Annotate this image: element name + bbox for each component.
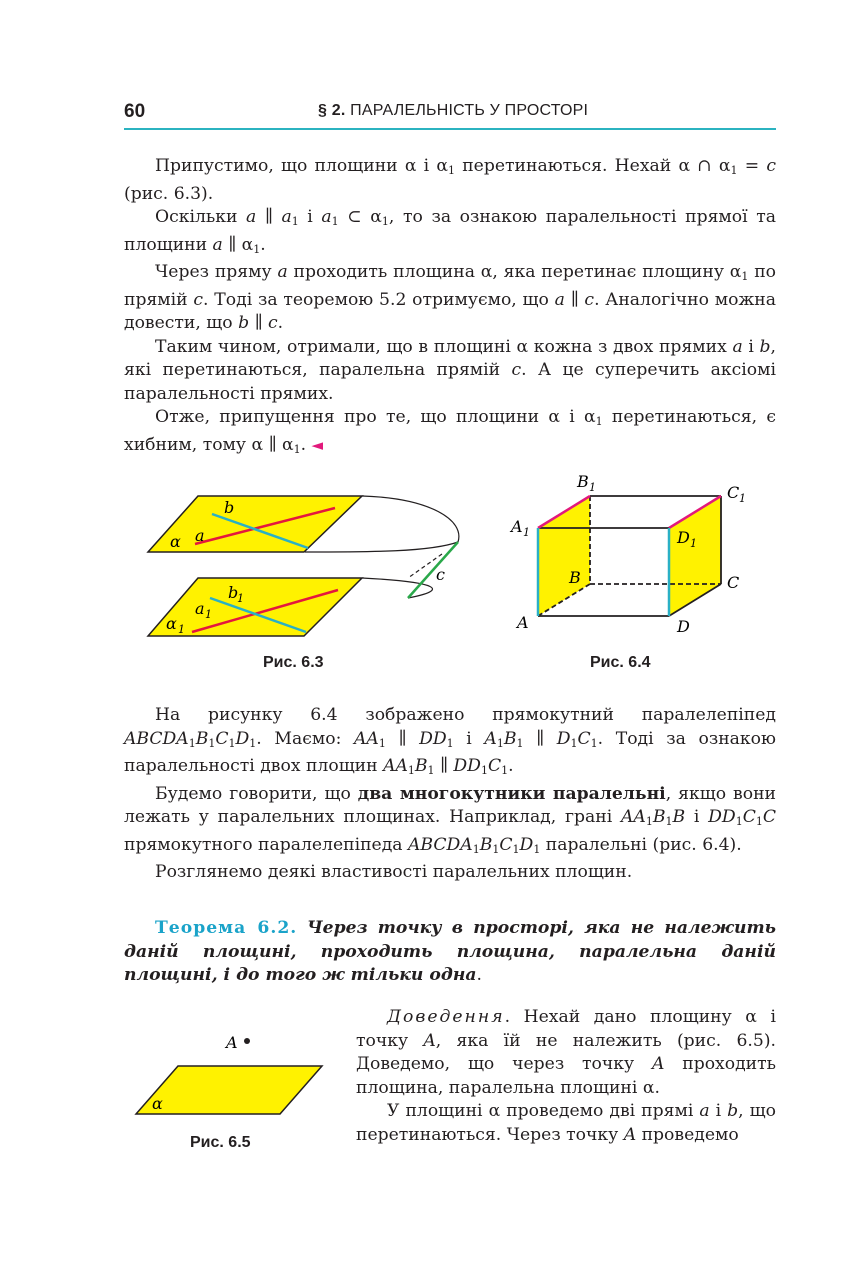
arc-upper — [362, 496, 459, 542]
label-D1-sub: 1 — [690, 537, 697, 550]
label-b1: b — [228, 583, 239, 602]
figure-6-4 — [505, 472, 765, 642]
proof-block — [356, 1006, 776, 1147]
label-A: A — [517, 613, 529, 632]
theorem-6-2: Теорема 6.2. Через точку в просторі, яка не належить даній площині, проходить площина, паралельна даній площині, і до того ж тільки одна. — [124, 918, 777, 985]
label-a: a — [195, 526, 205, 545]
paragraph-1: Припустимо, що площини α і $\alpha_1$ перетинаються. Нехай α ∩ $\alpha_1 = c$ (рис. 6.3). — [124, 156, 776, 204]
label-a1: a — [195, 599, 205, 618]
label-alpha1-sub: 1 — [178, 623, 185, 636]
header-rule — [124, 128, 776, 130]
label-c: c — [436, 565, 445, 584]
text-block-top — [124, 155, 776, 461]
section-mark: § 2. — [318, 102, 346, 119]
label-A1: A — [511, 517, 523, 536]
paragraph-6: На рисунку 6.4 зображено прямокутний паралелепіпед $ABCDA_1B_1C_1D_1$. Маємо: $AA_1$ ∥ $DD_1$ і $A_1B_1$ ∥ $D_1C_1$. Тоді за ознакою паралельності двох площин $AA_1B_1$ ∥ $DD_1C_1$. — [124, 705, 776, 777]
label-C1-sub: 1 — [739, 492, 746, 505]
point-A — [244, 1038, 250, 1044]
face-left — [538, 496, 590, 616]
label-C1: C — [727, 483, 740, 502]
label-C: C — [727, 573, 740, 592]
plane-alpha — [136, 1066, 322, 1114]
paragraph-2: Оскільки a ∥ $a_1$ і $a_1$ ⊂ $\alpha_1$, то за ознакою паралельності прямої та площини a ∥ $\alpha_1$. — [124, 207, 776, 256]
proof-end-icon: ◄ — [311, 435, 324, 454]
label-B: B — [569, 568, 581, 587]
label-D1: D — [677, 528, 690, 547]
text-block-middle — [124, 704, 776, 885]
caption-fig-6-3: Рис. 6.3 — [263, 654, 324, 671]
label-A1-sub: 1 — [523, 526, 530, 539]
paragraph-7: Будемо говорити, що два многокутники паралельні, якщо вони лежать у паралельних площинах. Наприклад, грані $AA_1B_1B$ і $DD_1C_1C$ прямокутного паралелепіпеда $ABCDA_1B_1C_1D_1$ паралельні (рис. 6.4). — [124, 783, 776, 856]
figure-6-5 — [130, 1030, 330, 1120]
face-right — [669, 496, 721, 616]
label-b: b — [224, 498, 235, 517]
caption-fig-6-4: Рис. 6.4 — [590, 654, 651, 671]
figure-6-3 — [140, 490, 470, 650]
caption-fig-6-5: Рис. 6.5 — [190, 1134, 251, 1151]
paragraph-8: Розглянемо деякі властивості паралельних площин. — [155, 862, 633, 882]
paragraph-5: Отже, припущення про те, що площини α і $\alpha_1$ перетинаються, є хибним, тому α ∥ $\alpha_1$. ◄ — [124, 407, 776, 456]
proof-paragraph-1: Доведення. Нехай дано площину α і точку A, яка їй не належить (рис. 6.5). Доведемо, що через точку A проходить площина, паралельна площині α. — [356, 1007, 776, 1098]
paragraph-3: Через пряму a проходить площина α, яка перетинає площину $\alpha_1$ по прямій c. Тоді за теоремою 5.2 отримуємо, що a ∥ c. Аналогічно можна довести, що b ∥ c. — [124, 262, 776, 333]
label-alpha: α — [152, 1094, 163, 1113]
label-D: D — [677, 617, 690, 636]
theorem-block — [124, 917, 776, 988]
proof-paragraph-2: У площині α проведемо дві прямі a і b, що перетинаються. Через точку A проведемо — [356, 1101, 776, 1145]
arc-middle — [305, 542, 458, 552]
paragraph-4: Таким чином, отримали, що в площині α кожна з двох прямих a і b, які перетинаються, паралельна прямій c. А це суперечить аксіомі паралельності прямих. — [124, 336, 776, 404]
label-alpha1: α — [166, 614, 177, 633]
label-B1: B — [577, 472, 589, 491]
running-header — [318, 102, 588, 120]
label-point-A: A — [226, 1033, 238, 1052]
theorem-label: Теорема 6.2. — [155, 918, 298, 938]
label-B1-sub: 1 — [589, 481, 596, 494]
label-a1-sub: 1 — [205, 608, 212, 621]
label-alpha: α — [170, 532, 181, 551]
page-number: 60 — [124, 101, 146, 122]
proof-lead: Доведення — [387, 1007, 505, 1027]
label-b1-sub: 1 — [237, 592, 244, 605]
section-title: ПАРАЛЕЛЬНІСТЬ У ПРОСТОРІ — [350, 102, 589, 119]
theorem-statement: Через точку в просторі, яка не належить даній площині, проходить площина, паралельна даній площині, і до того ж тільки одна — [124, 918, 777, 985]
